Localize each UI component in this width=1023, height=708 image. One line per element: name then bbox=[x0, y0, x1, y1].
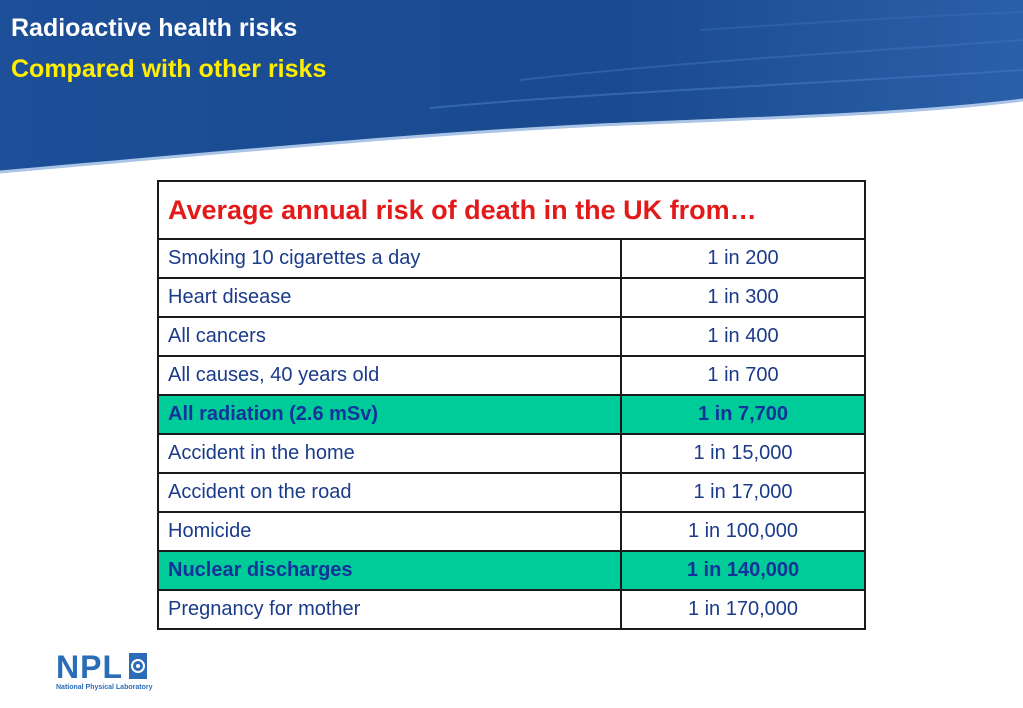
risk-cause: All causes, 40 years old bbox=[158, 356, 621, 395]
risk-table bbox=[157, 180, 866, 630]
table-row bbox=[158, 317, 865, 356]
risk-value: 1 in 170,000 bbox=[621, 590, 865, 629]
table-row bbox=[158, 278, 865, 317]
table-row bbox=[158, 551, 865, 590]
table-heading: Average annual risk of death in the UK from… bbox=[158, 181, 865, 239]
risk-value: 1 in 700 bbox=[621, 356, 865, 395]
logo-subtext: National Physical Laboratory bbox=[56, 684, 153, 691]
risk-cause: All cancers bbox=[158, 317, 621, 356]
risk-value: 1 in 200 bbox=[621, 239, 865, 278]
risk-cause: Accident on the road bbox=[158, 473, 621, 512]
risk-value: 1 in 140,000 bbox=[621, 551, 865, 590]
risk-value: 1 in 100,000 bbox=[621, 512, 865, 551]
npl-emblem-icon bbox=[129, 653, 147, 679]
risk-value: 1 in 7,700 bbox=[621, 395, 865, 434]
table-row bbox=[158, 590, 865, 629]
risk-cause: Heart disease bbox=[158, 278, 621, 317]
table-row bbox=[158, 473, 865, 512]
risk-value: 1 in 300 bbox=[621, 278, 865, 317]
risk-cause: Pregnancy for mother bbox=[158, 590, 621, 629]
npl-logo bbox=[56, 649, 153, 691]
table-row bbox=[158, 512, 865, 551]
risk-cause: Smoking 10 cigarettes a day bbox=[158, 239, 621, 278]
slide-title: Radioactive health risks bbox=[11, 14, 298, 42]
table-heading-row bbox=[158, 181, 865, 239]
risk-cause: All radiation (2.6 mSv) bbox=[158, 395, 621, 434]
risk-cause: Nuclear discharges bbox=[158, 551, 621, 590]
slide-subtitle: Compared with other risks bbox=[11, 55, 327, 83]
risk-value: 1 in 15,000 bbox=[621, 434, 865, 473]
risk-cause: Accident in the home bbox=[158, 434, 621, 473]
table-row bbox=[158, 356, 865, 395]
table-row bbox=[158, 395, 865, 434]
logo-text: NPL bbox=[56, 649, 123, 685]
table-row bbox=[158, 239, 865, 278]
risk-value: 1 in 17,000 bbox=[621, 473, 865, 512]
risk-value: 1 in 400 bbox=[621, 317, 865, 356]
table-row bbox=[158, 434, 865, 473]
risk-cause: Homicide bbox=[158, 512, 621, 551]
